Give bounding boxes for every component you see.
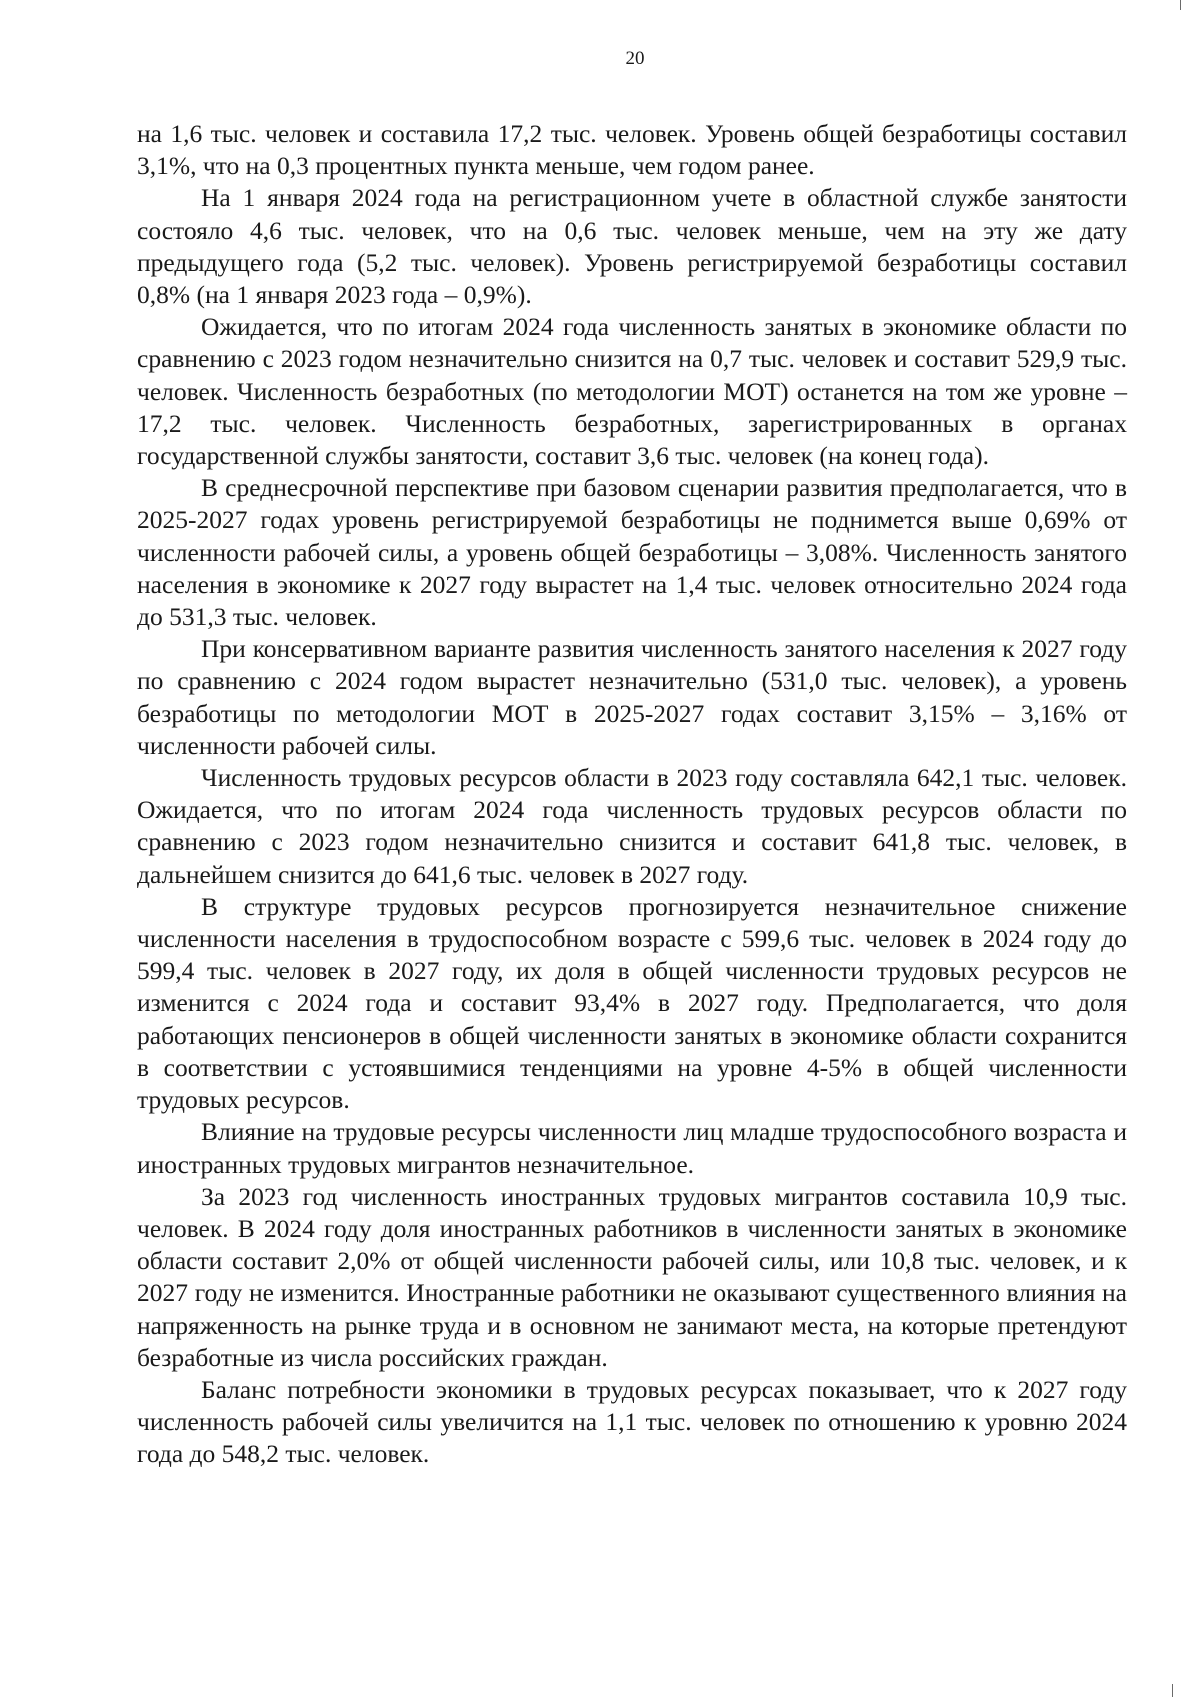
scan-mark-bottom-right — [1172, 1684, 1173, 1697]
paragraph-registered-unemployment: На 1 января 2024 года на регистрационном учете в областной службе занятости состояло 4,6 тыс. человек, что на 0,6 тыс. человек меньше, чем на эту же дату предыдущего года (5,2 тыс. человек). Уровень регистрируемой безработицы составил 0,8% (на 1 января 2023 года – 0,9%). — [137, 183, 1127, 310]
paragraph-labor-resources: Численность трудовых ресурсов области в 2023 году составляла 642,1 тыс. человек. Ожидается, что по итогам 2024 года численность трудовых ресурсов области по сравнению с 2023 годом незначительно снизится и составит 641,8 тыс. человек, в дальнейшем снизится до 641,6 тыс. человек в 2027 году. — [137, 763, 1127, 889]
paragraph-2024-employment-forecast: Ожидается, что по итогам 2024 года численность занятых в экономике области по сравнению с 2023 годом незначительно снизится на 0,7 тыс. человек и составит 529,9 тыс. человек. Численность безработных (по методологии МОТ) останется на том же уровне – 17,2 тыс. человек. Численность безработных, зарегистрированных в органах государственной службы занятости, составит 3,6 тыс. человек (на конец года). — [137, 312, 1127, 471]
paragraph-foreign-migrants: За 2023 год численность иностранных трудовых мигрантов составила 10,9 тыс. человек. В 2024 году доля иностранных работников в численности занятых в экономике области составит 2,0% от общей численности рабочей силы, или 10,8 тыс. человек, и к 2027 году не изменится. Иностранные работники не оказывают существенного влияния на напряженность на рынке труда и в основном не занимают места, на которые претендуют безработные из числа российских граждан. — [137, 1181, 1127, 1372]
paragraph-continuation: на 1,6 тыс. человек и составила 17,2 тыс. человек. Уровень общей безработицы составил 3,1%, что на 0,3 процентных пункта меньше, чем годом ранее. — [137, 119, 1127, 181]
document-body — [137, 118, 1127, 1471]
paragraph-labor-structure: В структуре трудовых ресурсов прогнозируется незначительное снижение численности населения в трудоспособном возрасте с 599,6 тыс. человек в 2024 году до 599,4 тыс. человек в 2027 году, их доля в общей численности трудовых ресурсов не изменится с 2024 года и составит 93,4% в 2027 году. Предполагается, что доля работающих пенсионеров в общей численности занятых в экономике области сохранится в соответствии с устоявшимися тенденциями на уровне 4-5% в общей численности трудовых ресурсов. — [137, 891, 1127, 1115]
paragraph-labor-balance: Баланс потребности экономики в трудовых ресурсах показывает, что к 2027 году численность рабочей силы увеличится на 1,1 тыс. человек по отношению к уровню 2024 года до 548,2 тыс. человек. — [137, 1374, 1127, 1469]
paragraph-conservative-scenario: При консервативном варианте развития численность занятого населения к 2027 году по сравнению с 2024 годом вырастет незначительно (531,0 тыс. человек), а уровень безработицы по методологии МОТ в 2025-2027 годах составит 3,15% – 3,16% от численности рабочей силы. — [137, 634, 1127, 760]
paragraph-migrants-influence: Влияние на трудовые ресурсы численности лиц младше трудоспособного возраста и иностранных трудовых мигрантов незначительное. — [137, 1117, 1127, 1179]
page-number: 20 — [625, 48, 645, 69]
paragraph-base-scenario: В среднесрочной перспективе при базовом сценарии развития предполагается, что в 2025-2027 годах уровень регистрируемой безработицы не поднимется выше 0,69% от численности рабочей силы, а уровень общей безработицы – 3,08%. Численность занятого населения в экономике к 2027 году вырастет на 1,4 тыс. человек относительно 2024 года до 531,3 тыс. человек. — [137, 473, 1127, 632]
scan-mark-top-right — [1180, 0, 1181, 10]
